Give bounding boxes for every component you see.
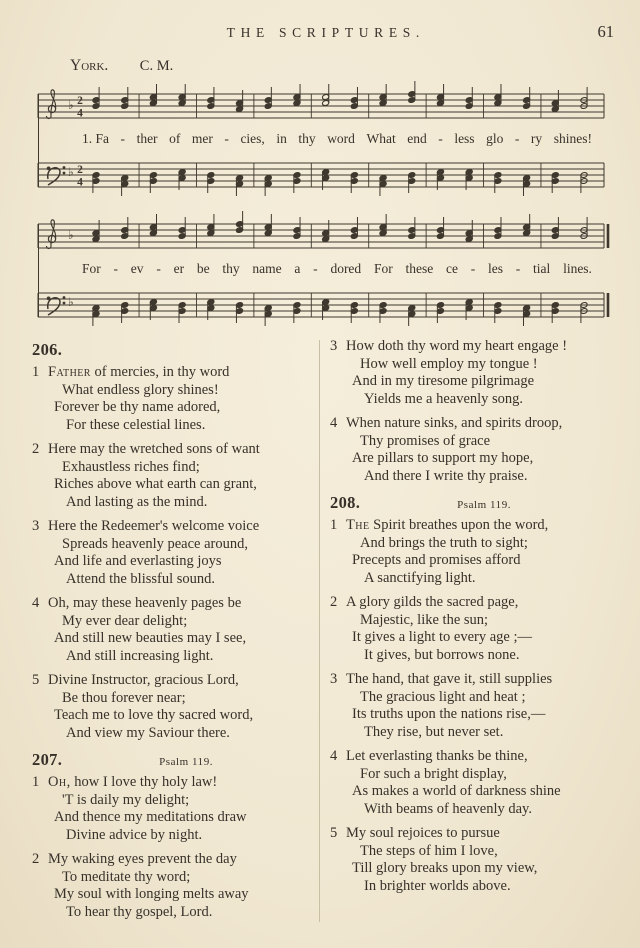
lyric-syllable: name [252, 261, 282, 276]
hymn-number: 207. [32, 750, 63, 769]
svg-text:2: 2 [77, 95, 83, 107]
hymn-subtitle: Psalm 119. [159, 756, 214, 768]
lyric-syllable: ce [446, 261, 458, 276]
verse-number: 3 [330, 338, 338, 354]
lyric-syllable: mer [191, 131, 213, 146]
lyric-syllable: end [407, 131, 427, 146]
verse-number: 1 [32, 774, 40, 790]
verse-line: 3 The hand, that gave it, still supplies [330, 671, 553, 687]
lyric-syllable: thy [222, 261, 240, 276]
verse-line: The gracious light and heat ; [360, 688, 526, 705]
hymn-verse [32, 364, 310, 434]
lyric-syllable: these [405, 261, 434, 276]
hymn-verse [32, 672, 310, 742]
verse-line: It gives a light to every age ;— [352, 629, 532, 645]
verse-line: 4 When nature sinks, and spirits droop, [330, 415, 563, 431]
verse-line: And still new beauties may I see, [54, 630, 247, 646]
verse-line: Be thou forever near; [62, 689, 186, 706]
lyric-syllable: - [515, 261, 521, 276]
hymn-verse [32, 518, 310, 588]
lyric-syllable: les [488, 261, 504, 276]
verse-number: 1 [32, 364, 40, 380]
verse-line: 1 The Spirit breathes upon the word, [330, 517, 549, 533]
verse-line: Yields me a heavenly song. [364, 390, 524, 407]
lyric-syllable: For [82, 261, 101, 276]
verse-line: Attend the blissful sound. [66, 570, 216, 587]
lyric-syllable: - [113, 261, 119, 276]
lyric-syllable: What [366, 131, 396, 146]
hymn-heading [32, 750, 310, 770]
verse-line: In brighter worlds above. [364, 877, 511, 894]
verse-line: 5 My soul rejoices to pursue [330, 825, 500, 841]
page-header [32, 22, 614, 42]
lyric-syllable: dored [330, 261, 362, 276]
svg-text:4: 4 [77, 107, 83, 120]
lyric-syllable: shines! [553, 131, 592, 146]
verse-line: Divine advice by night. [66, 826, 203, 843]
verse-line: 4 Oh, may these heavenly pages be [32, 595, 242, 611]
lyrics-line-1 [32, 130, 614, 147]
verse-line: For such a bright display, [360, 765, 507, 782]
lyric-syllable: ther [136, 131, 158, 146]
verse-line: Teach me to love thy sacred word, [54, 707, 254, 723]
lyric-syllable: lines. [563, 261, 592, 276]
page-number: 61 [597, 22, 614, 41]
column-divider [319, 340, 320, 922]
verse-number: 4 [330, 415, 338, 431]
verse-line: Thy promises of grace [360, 432, 491, 449]
hymn-number: 206. [32, 340, 63, 359]
hymn-verse [32, 441, 310, 511]
verse-number: 2 [32, 441, 40, 457]
verse-line: To hear thy gospel, Lord. [66, 903, 213, 920]
lyric-syllable: - [438, 131, 443, 146]
verse-line: What endless glory shines! [62, 381, 219, 398]
smallcaps-lead-word: The [346, 517, 370, 533]
verse-line: 2 My waking eyes prevent the day [32, 851, 237, 867]
verse-line: To meditate thy word; [62, 868, 191, 885]
svg-text:♭: ♭ [68, 228, 74, 242]
hymn-verse [330, 594, 608, 664]
music-system-2 [32, 208, 614, 329]
right-text-column [330, 338, 608, 928]
lyric-syllable: a [294, 261, 301, 276]
verse-number: 5 [32, 672, 40, 688]
verse-line: And life and everlasting joys [54, 553, 222, 569]
svg-text:♭: ♭ [68, 165, 74, 179]
verse-line: 1 Father of mercies, in thy word [32, 364, 230, 380]
verse-line: Exhaustless riches find; [62, 458, 200, 475]
lyric-syllable: word [327, 131, 355, 146]
verse-line: My ever dear delight; [62, 612, 188, 629]
svg-text:♭: ♭ [68, 98, 74, 112]
tune-title-line [70, 57, 614, 75]
verse-number: 3 [32, 518, 40, 534]
lyric-syllable: - [156, 261, 161, 276]
hymn-verse [330, 748, 608, 818]
lyric-syllable: be [196, 261, 210, 276]
verse-line: And thence my meditations draw [54, 809, 247, 825]
verse-line: With beams of heavenly day. [364, 800, 532, 817]
verse-line: Precepts and promises afford [352, 552, 521, 568]
verse-line: They rise, but never set. [364, 723, 504, 740]
verse-line: And there I write thy praise. [364, 467, 528, 484]
verse-line: 3 Here the Redeemer's welcome voice [32, 518, 260, 534]
verse-line: And still increasing light. [66, 647, 214, 664]
verse-line: Are pillars to support my hope, [352, 450, 534, 466]
lyric-syllable: cies, [240, 131, 265, 146]
left-text-column [32, 338, 310, 928]
hymn-heading [330, 493, 608, 513]
hymn-verse [330, 517, 608, 587]
verse-line: Spreads heavenly peace around, [62, 535, 249, 552]
smallcaps-lead-word: Father [48, 364, 91, 380]
hymn-heading [32, 340, 310, 360]
music-score [32, 78, 614, 329]
verse-number: 3 [330, 671, 338, 687]
hymn-verse [32, 774, 310, 844]
verse-number: 4 [330, 748, 338, 764]
hymn-verse [330, 415, 608, 485]
verse-line: 1 Oh, how I love thy holy law! [32, 774, 218, 790]
hymn-verse [330, 825, 608, 895]
verse-line: For these celestial lines. [66, 416, 206, 433]
verse-number: 2 [330, 594, 338, 610]
lyric-syllable: in [276, 131, 287, 146]
lyric-syllable: glo [486, 131, 504, 146]
verse-line: Till glory breaks upon my view, [352, 860, 538, 876]
running-title: THE SCRIPTURES. [226, 25, 425, 40]
verse-line: And view my Saviour there. [66, 724, 230, 741]
verse-line: 3 How doth thy word my heart engage ! [330, 338, 568, 354]
hymn-number: 208. [330, 493, 361, 512]
verse-line: 5 Divine Instructor, gracious Lord, [32, 672, 239, 688]
verse-line: My soul with longing melts away [54, 886, 249, 902]
verse-line: The steps of him I love, [360, 842, 498, 859]
verse-number: 2 [32, 851, 40, 867]
svg-text:♭: ♭ [68, 295, 74, 309]
music-system-1 [32, 78, 614, 199]
lyric-syllable: 1. Fa [82, 131, 109, 146]
bass-staff-2 [32, 277, 612, 329]
lyric-syllable: of [169, 131, 181, 146]
verse-line: 4 Let everlasting thanks be thine, [330, 748, 528, 764]
verse-line: Riches above what earth can grant, [54, 476, 257, 492]
treble-staff-1 [32, 78, 612, 130]
lyric-syllable: less [454, 131, 475, 146]
verse-line: And brings the truth to sight; [360, 534, 528, 551]
hymn-verse [330, 671, 608, 741]
lyrics-line-2 [32, 260, 614, 277]
verse-line: 'T is daily my delight; [62, 791, 190, 808]
tune-meter: C. M. [139, 58, 174, 74]
lyric-syllable: - [514, 131, 520, 146]
verse-line: Majestic, like the sun; [360, 611, 489, 628]
lyric-syllable: For [373, 261, 393, 276]
verse-number: 4 [32, 595, 40, 611]
svg-text:2: 2 [77, 164, 83, 176]
bass-staff-1 [32, 147, 612, 199]
treble-staff-2 [32, 208, 612, 260]
verse-line: 2 Here may the wretched sons of want [32, 441, 260, 457]
verse-line: As makes a world of darkness shine [352, 783, 561, 799]
lyric-syllable: ev [130, 261, 144, 276]
lyric-syllable: - [224, 131, 229, 146]
verse-number: 1 [330, 517, 338, 533]
svg-text:4: 4 [77, 176, 83, 189]
lyric-syllable: - [120, 131, 126, 146]
verse-line: How well employ my tongue ! [360, 355, 538, 372]
lyric-syllable: thy [298, 131, 316, 146]
verse-line: Its truths upon the nations rise,— [352, 706, 546, 722]
verse-line: A sanctifying light. [364, 569, 476, 586]
lyric-syllable: - [470, 261, 476, 276]
lyric-syllable: ry [530, 131, 543, 146]
tune-name: York. [70, 57, 109, 74]
lyric-syllable: - [313, 261, 318, 276]
hymn-subtitle: Psalm 119. [457, 499, 512, 511]
hymn-text-columns [32, 338, 614, 928]
hymn-verse [32, 595, 310, 665]
smallcaps-lead-word: Oh, [48, 774, 71, 790]
verse-line: And lasting as the mind. [66, 493, 208, 510]
hymn-verse [32, 851, 310, 921]
lyric-syllable: tial [533, 261, 551, 276]
verse-number: 5 [330, 825, 338, 841]
verse-line: It gives, but borrows none. [364, 646, 520, 663]
verse-line: And in my tiresome pilgrimage [352, 373, 535, 389]
hymn-verse [330, 338, 608, 408]
verse-line: Forever be thy name adored, [54, 399, 221, 415]
lyric-syllable: er [173, 261, 185, 276]
verse-line: 2 A glory gilds the sacred page, [330, 594, 519, 610]
